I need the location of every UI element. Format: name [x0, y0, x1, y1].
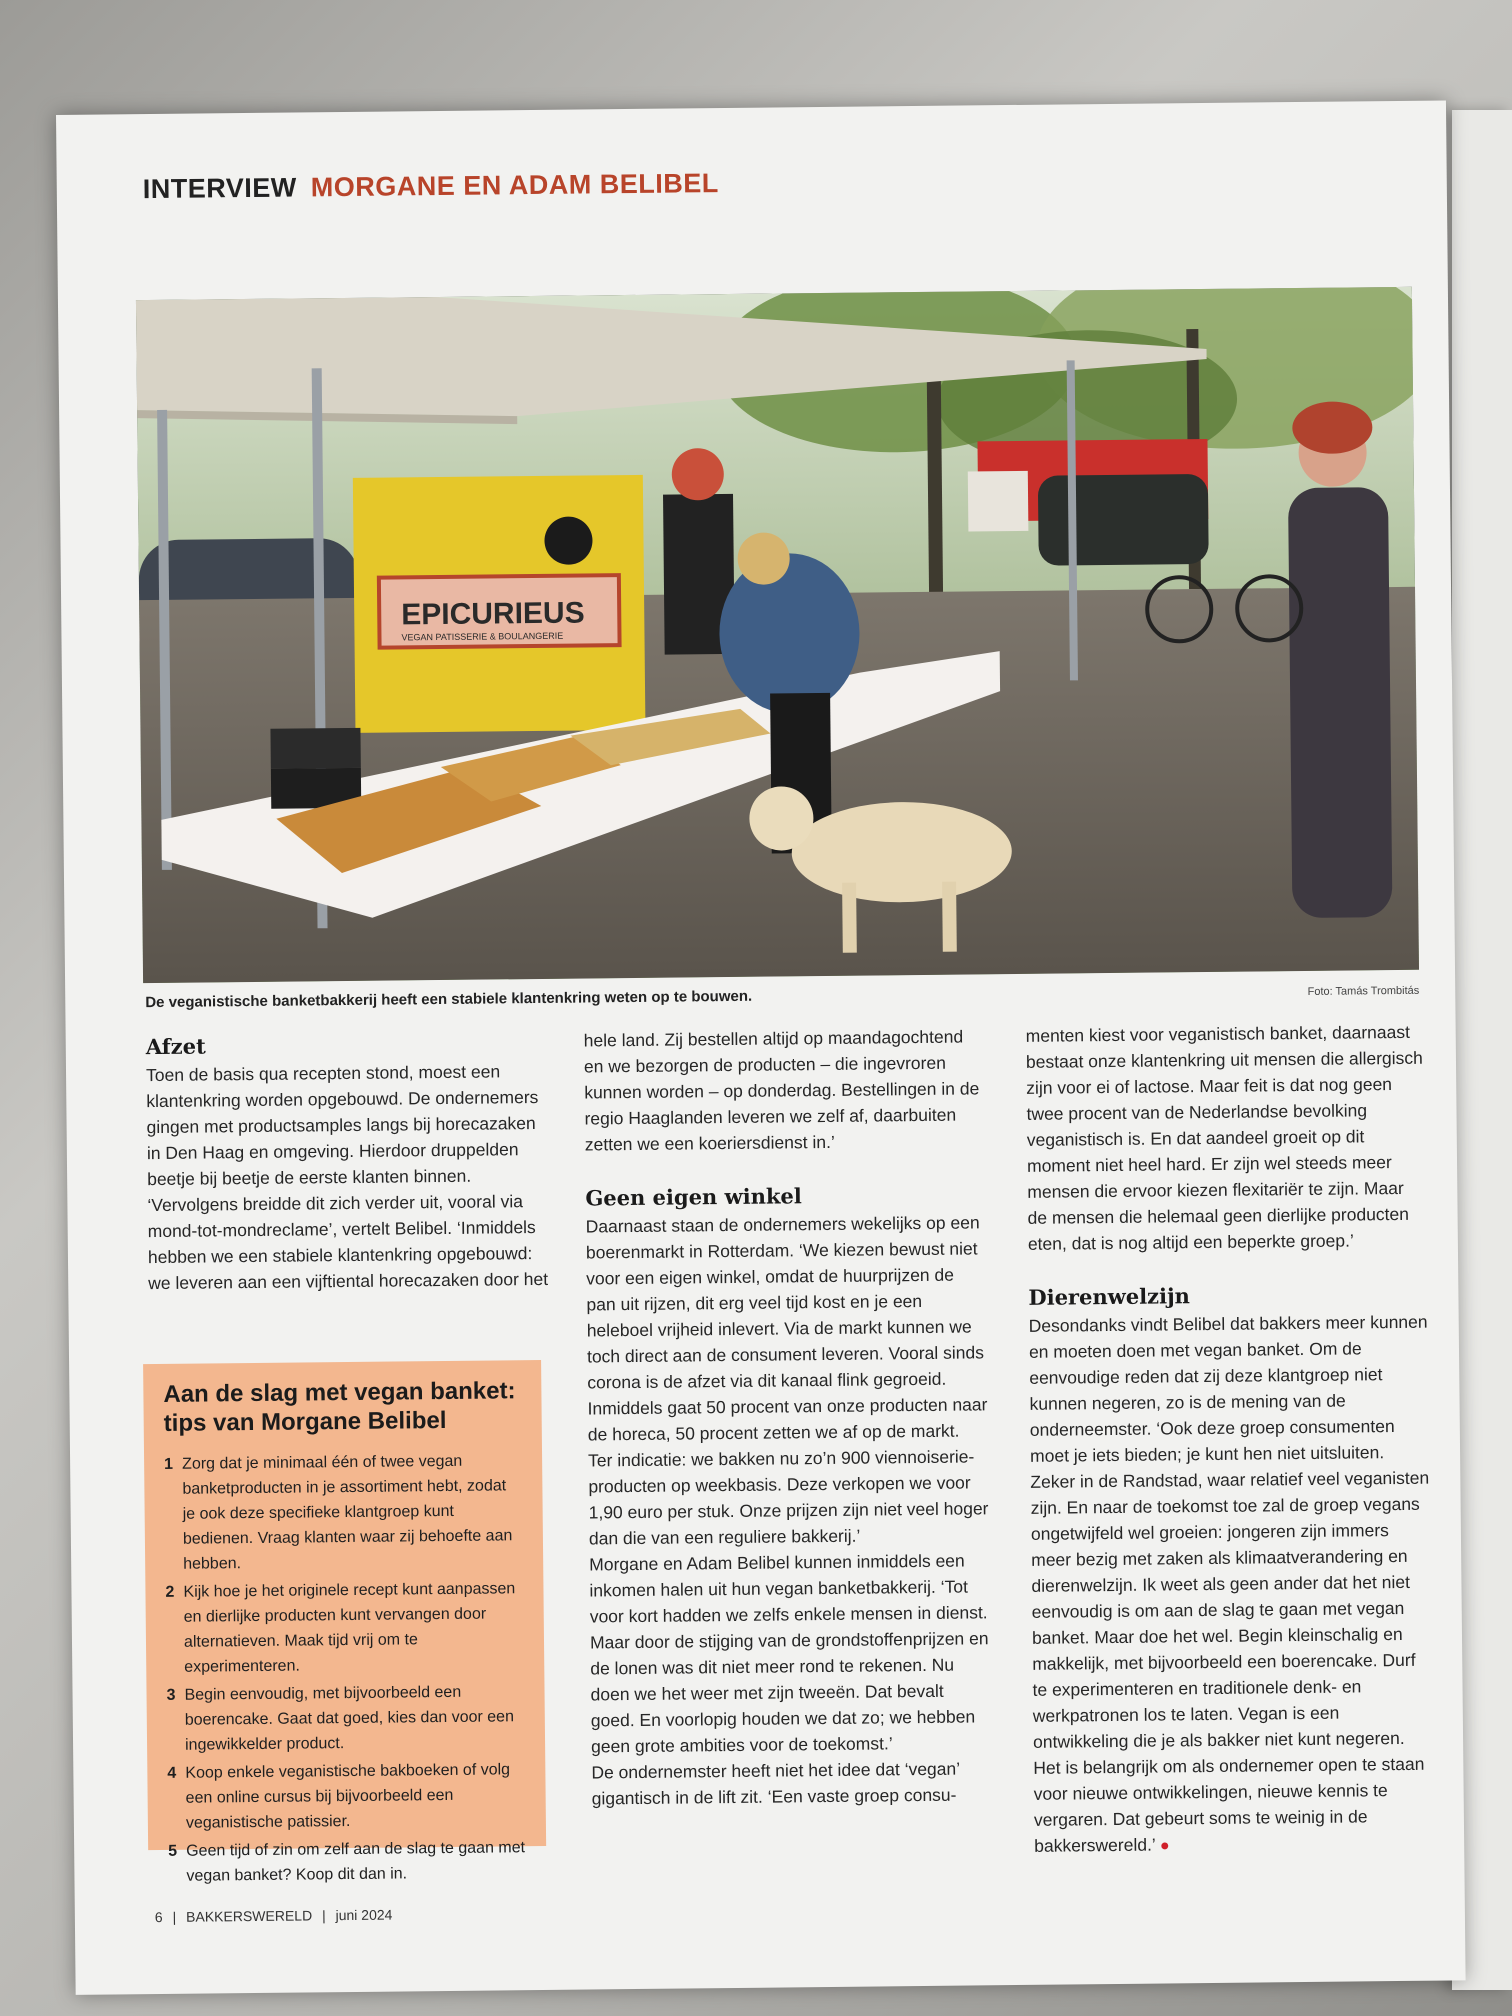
heading-dierenwelzijn: Dierenwelzijn [1028, 1283, 1190, 1310]
col2-paragraph-2: Morgane en Adam Belibel kunnen inmiddels een inkomen halen uit hun vegan banketbakkerij. ‘Tot voor kort hadden we zelfs enkele mensen in dienst. Maar door de stijging van de grondstoffenprijzen en de lonen was dit niet meer rond te rekenen. Nu doen we het weer met zijn tweeën. Dat bevalt goed. En voorlopig houden we dat zo; we hebben geen grote ambities voor de toekomst.’ [589, 1550, 989, 1757]
col2-intro: hele land. Zij bestellen altijd op maandagochtend en we bezorgen de producten – die ingevroren kunnen worden – op donderdag. Bestellingen in de regio Haaglanden leveren we zelf af, daarbuiten zetten we een koeriersdienst in.’ [583, 1026, 980, 1155]
col2-paragraph-3: De ondernemster heeft niet het idee dat ‘vegan’ gigantisch in de lift zit. ‘Een vaste groep consu- [591, 1758, 960, 1809]
tip-text: Zorg dat je minimaal één of twee vegan banketproducten in je assortiment hebt, zodat je ook deze specifieke klantgroep kunt bedienen. Vraag klanten waar zij behoefte aan hebben. [182, 1452, 513, 1573]
tip-item [166, 1679, 525, 1758]
col3-paragraph-1-text: Desondanks vindt Belibel dat bakkers meer kunnen en moeten doen met vegan banket. Om de eenvoudige reden dat zij deze klantgroep niet kunnen negeren, zo is de mening van de onderneemster. ‘Ook deze groep consumenten moet je iets bieden; je kunt hen niet uitsluiten. Zeker in de Randstad, waar relatief veel veganisten zijn. En naar de toekomst toe zal de groep vegans ongetwijfeld wel groeien: jongeren zijn immers meer bezig met zaken als klimaatverandering en dierenwelzijn. Ik weet als geen ander dat het niet eenvoudig is om aan de slag te gaan met vegan banket. Maar doe het wel. Begin kleinschalig en makkelijk, met bijvoorbeeld een boerencake. Durf te experimenteren en traditionele denk- en werkpatronen los te laten. Vegan is een ontwikkeling die je als bakker niet kunt negeren. Het is belangrijk om als ondernemer open te staan voor nieuwe ontwikkelingen, nieuwe kennis te vergaren. Dat gebeurt soms te weinig in de bakkerswereld.’ [1028, 1311, 1430, 1856]
heading-afzet: Afzet [145, 1033, 206, 1060]
tips-title: Aan de slag met vegan banket: tips van Morgane Belibel [163, 1377, 516, 1437]
photo-illustration [136, 287, 1419, 983]
tip-item [167, 1757, 526, 1836]
col2-paragraph-1: Daarnaast staan de ondernemers wekelijks op een boerenmarkt in Rotterdam. ‘We kiezen bewust niet voor een eigen winkel, omdat de huurprijzen de pan uit rijzen, dit erg veel tijd kost en je een heleboel vrijheid inlevert. Via de markt kunnen we toch direct aan de consument leveren. Vooral sinds corona is de afzet via dit kanaal flink gegroeid. Inmiddels gaat 50 procent van onze producten naar de horeca, 50 procent zetten we af op de markt. Ter indicatie: we bakken nu zo’n 900 viennoiserie-producten op weekbasis. Deze verkopen we voor 1,90 euro per stuk. Onze prijzen zijn niet veel hoger dan die van een reguliere bakkerij.’ [585, 1212, 989, 1549]
col3-intro: menten kiest voor veganistisch banket, daarnaast bestaat onze klantenkring uit mensen die allergisch zijn voor ei of lactose. Maar feit is dat nog geen twee procent van de Nederlandse bevolking veganistisch is. En dat aandeel groeit op dit moment niet heel hard. Er zijn wel steeds meer mensen die ervoor kiezen flexitariër te zijn. Maar de mensen die helemaal geen dierlijke producten eten, dat is nog altijd een beperkte groep.’ [1025, 1021, 1423, 1254]
tip-text: Begin eenvoudig, met bijvoorbeeld een boerencake. Gaat dat goed, kies dan voor een ingewikkelder product. [184, 1683, 515, 1754]
end-mark: ● [1159, 1837, 1170, 1855]
tip-text: Geen tijd of zin om zelf aan de slag te gaan met vegan banket? Koop dit dan in. [186, 1839, 526, 1885]
photo-caption: De veganistische banketbakkerij heeft een stabiele klantenkring weten op te bouwen. [145, 987, 753, 1012]
heading-geen-eigen-winkel: Geen eigen winkel [585, 1183, 802, 1211]
column-2 [584, 1023, 992, 1811]
footer-separator: | [321, 1907, 326, 1924]
tip-number: 5 [168, 1842, 178, 1860]
tips-box [143, 1360, 546, 1885]
page-footer [155, 1907, 399, 1926]
header-kicker: INTERVIEW [142, 172, 297, 205]
tip-number: 3 [166, 1686, 176, 1704]
tip-number: 4 [167, 1764, 177, 1782]
magazine-page [56, 100, 1466, 1994]
tip-item [165, 1576, 524, 1680]
tip-item [168, 1835, 527, 1889]
tip-number: 1 [164, 1455, 174, 1473]
magazine-name: BAKKERSWERELD [186, 1907, 313, 1925]
banner-logo-text: EPICURIEUS [401, 596, 585, 632]
market-stall-photo [136, 287, 1419, 983]
article-header [143, 168, 719, 205]
page-number: 6 [154, 1908, 163, 1926]
tip-text: Koop enkele veganistische bakboeken of volg een online cursus bij bijvoorbeeld een veganistische patissier. [185, 1761, 511, 1832]
issue-date: juni 2024 [335, 1906, 393, 1924]
tip-number: 2 [165, 1583, 175, 1601]
column-3 [1026, 1019, 1435, 1861]
photo-credit: Foto: Tamás Trombitás [1307, 984, 1420, 998]
col1-text: Toen de basis qua recepten stond, moest een klantenkring worden opgebouwd. De ondernemers gingen met productsamples langs bij horecazaken in Den Haag en omgeving. Hierdoor druppelden beetje bij beetje de eerste klanten binnen. ‘Vervolgens breidde dit zich verder uit, vooral via mond-tot-mondreclame’, vertelt Belibel. ‘Inmiddels hebben we een stabiele klantenkring opgebouwd: we leveren aan een vijftiental horecazaken door het [145, 1061, 549, 1294]
tip-item [164, 1448, 523, 1577]
tip-text: Kijk hoe je het originele recept kunt aanpassen en dierlijke producten kunt vervangen door alternatieven. Maak tijd vrij om te experimenteren. [183, 1580, 516, 1676]
banner-subtext: VEGAN PATISSERIE & BOULANGERIE [401, 630, 564, 643]
header-names: MORGANE EN ADAM BELIBEL [310, 168, 719, 203]
footer-separator: | [172, 1908, 177, 1925]
col3-paragraph-1 [1029, 1309, 1435, 1861]
column-1 [146, 1028, 549, 1296]
